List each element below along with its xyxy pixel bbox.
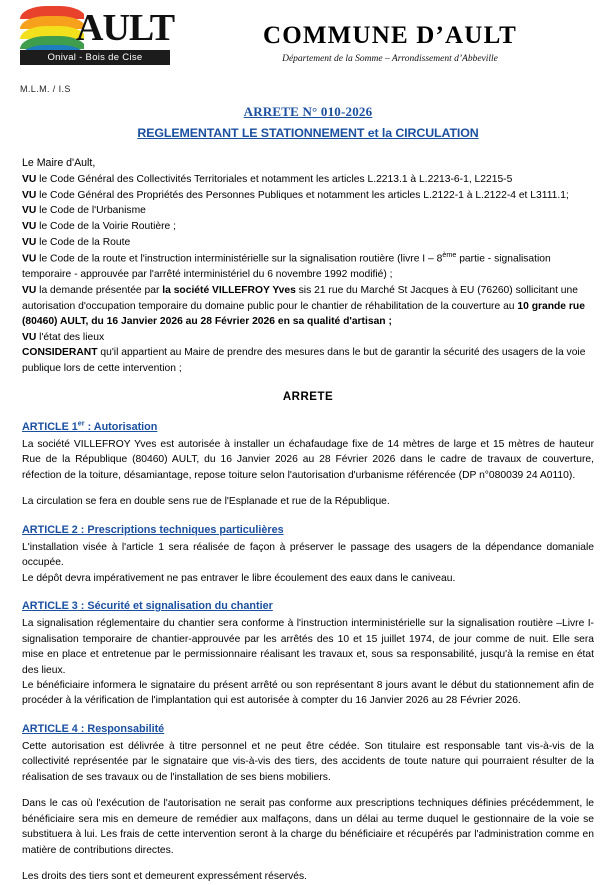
article-4-title-rest: : Responsabilité [77,722,165,735]
considerant-text: qu'il appartient au Maire de prendre des mesures dans le but de garantir la sécurité des usagers de la voie publique lors de cette intervention ; [22,347,586,375]
arrete-number: ARRETE N° 010-2026 [243,104,373,119]
vu-prefix: VU [22,253,37,265]
vu-item [22,172,594,188]
arrete-subject: REGLEMENTANT LE STATIONNEMENT et la CIRCULATION [137,125,479,140]
article-1-title-rest: : Autorisation [84,420,158,433]
vu-demande-adresse-dates: 10 grande rue (80460) AULT, du 16 Janvier 2026 au 28 Février 2026 en sa qualité d'artisan ; [22,300,585,328]
article-3-paragraph: Le bénéficiaire informera le signataire du présent arrêté ou son représentant 8 jours avant le début du stationnement afin de procéder à la vérification de l'implantation qui est autorisée à compter du 16 Janvier 2026 au 28 Février 2026. [22,679,594,707]
logo-waves-icon [20,6,84,52]
vu-prefix: VU [22,220,37,232]
commune-logo [14,4,174,66]
vu-prefix: VU [22,236,37,248]
article-4-title [22,721,594,737]
document-content [0,102,616,885]
vu-item [22,235,594,251]
article-4-title-main: ARTICLE 4 [22,722,78,735]
vu-text: le Code de la Route [36,236,131,248]
vu-text: le Code de l'Urbanisme [36,205,146,217]
vu-item-etat [22,330,594,346]
vu-prefix: VU [22,205,37,217]
vu-text-part1: le Code de la route et l'instruction interministérielle sur la signalisation routière (livre I – 8 [36,253,443,265]
article-1-title-sup: er [77,418,85,427]
commune-title-block [180,22,600,64]
vu-text: l'état des lieux [36,331,105,343]
article-4-paragraph: Dans le cas où l'exécution de l'autorisation ne serait pas conforme aux prescriptions techniques définies précédemment, le bénéficiaire sera mis en demeure de remédier aux malfaçons, dans un délai au terme duquel le gestionnaire de la voie se substituera à lui. Les frais de cette intervention seront à la charge du bénéficiaire et récupérés par l'administration comme en matière de contributions directes. [22,798,594,856]
article-2-title-rest: : Prescriptions techniques particulières [77,523,284,536]
arrete-keyword: ARRETE [282,390,334,403]
vu-text: le Code de la Voirie Routière ; [36,220,176,232]
logo-wordmark: AULT [76,7,175,49]
vu-text-part2: partie - signalisation temporaire - approuvée par l'arrêté interministériel du 6 novembre 1992 modifié) ; [22,253,551,281]
page-title: COMMUNE D’AULT [262,22,518,49]
vu-text: le Code Général des Propriétés des Personnes Publiques et notamment les articles L.2122-1 à L.2122-4 et L3111.1; [36,189,569,201]
article-4-paragraph: Les droits des tiers sont et demeurent expressément réservés. [22,871,308,883]
article-2-paragraph: Le dépôt devra impérativement ne pas entraver le libre écoulement des eaux dans le caniveau. [22,572,456,584]
vu-demande-t2: sis 21 rue du Marché St Jacques à EU (76260) sollicitant une autorisation d'occupation temporaire du domaine public pour le chantier de réhabilitation de la couverture au [22,284,578,312]
vu-prefix: VU [22,284,37,296]
vu-demande-t1: la demande présentée par [36,284,163,296]
vu-text: le Code Général des Collectivités Territoriales et notamment les articles L.2213.1 à L.2213-6-1, L2215-5 [36,174,513,185]
logo-subtitle-bar: Onival - Bois de Cise [20,50,170,65]
vu-item-signalisation [22,250,594,283]
document-header [0,0,616,94]
vu-demande-societe: la société VILLEFROY Yves [162,284,296,296]
vu-prefix: VU [22,189,37,201]
article-1-title-main: ARTICLE 1 [22,420,78,433]
considerant-prefix: CONSIDERANT [22,347,98,359]
article-2-title-main: ARTICLE 2 [22,523,78,536]
article-3-title-rest: : Sécurité et signalisation du chantier [77,600,273,613]
vu-prefix: VU [22,331,37,343]
article-2-title [22,522,594,538]
vu-item [22,203,594,219]
article-3-paragraph: La signalisation réglementaire du chantier sera conforme à l'instruction interministérielle sur la signalisation routière –Livre I- signalisation temporaire de chantier-approuvée par les arrêtés des 10 et 15 juillet 1974, de jour comme de nuit. Elle sera mise en place et entretenue par le permissionnaire réalisant les travaux et, sous sa responsabilité, jusqu'à la remise en état des lieux. [22,618,594,676]
vu-item [22,219,594,235]
logo-artwork [14,4,175,66]
vu-list [22,172,594,377]
article-3-title [22,598,594,614]
vu-item-demande [22,283,594,330]
article-1-paragraph: La société VILLEFROY Yves est autorisée à installer un échafaudage fixe de 14 mètres de large et 15 mètres de hauteur Rue de la République (80460) AULT, du 16 Janvier 2026 au 28 Février 2026 dans le cadre de travaux de couverture, réfection de la toiture, désamiantage, repose toiture selon l'autorisation d'urbanisme référencée (DP n°080039 24 A0110). [22,438,594,481]
article-1-paragraph: La circulation se fera en double sens rue de l'Esplanade et rue de la République. [22,496,390,508]
article-2-paragraph: L'installation visée à l'article 1 sera réalisée de façon à préserver le passage des usagers de la dépendance domaniale occupée. [22,541,594,569]
vu-item [22,188,594,204]
vu-prefix: VU [22,174,37,185]
page-subtitle: Département de la Somme – Arrondissement d’Abbeville [282,54,498,64]
vu-text-sup: ème [442,250,457,260]
considerant-item [22,345,594,376]
reference-code: M.L.M. / I.S [20,84,71,94]
article-3-title-main: ARTICLE 3 [22,600,78,613]
article-1-title [22,418,594,435]
arrete-heading [22,102,594,142]
article-4-paragraph: Cette autorisation est délivrée à titre personnel et ne peut être cédée. Son titulaire est responsable tant vis-à-vis de la collectivité représentée par le signataire que vis-à-vis des tiers, des accidents de toute nature qui pourraient résulter de la réalisation de ses travaux ou de l'installation de ses biens mobiliers. [22,741,594,783]
maire-line: Le Maire d'Ault, [22,157,96,170]
